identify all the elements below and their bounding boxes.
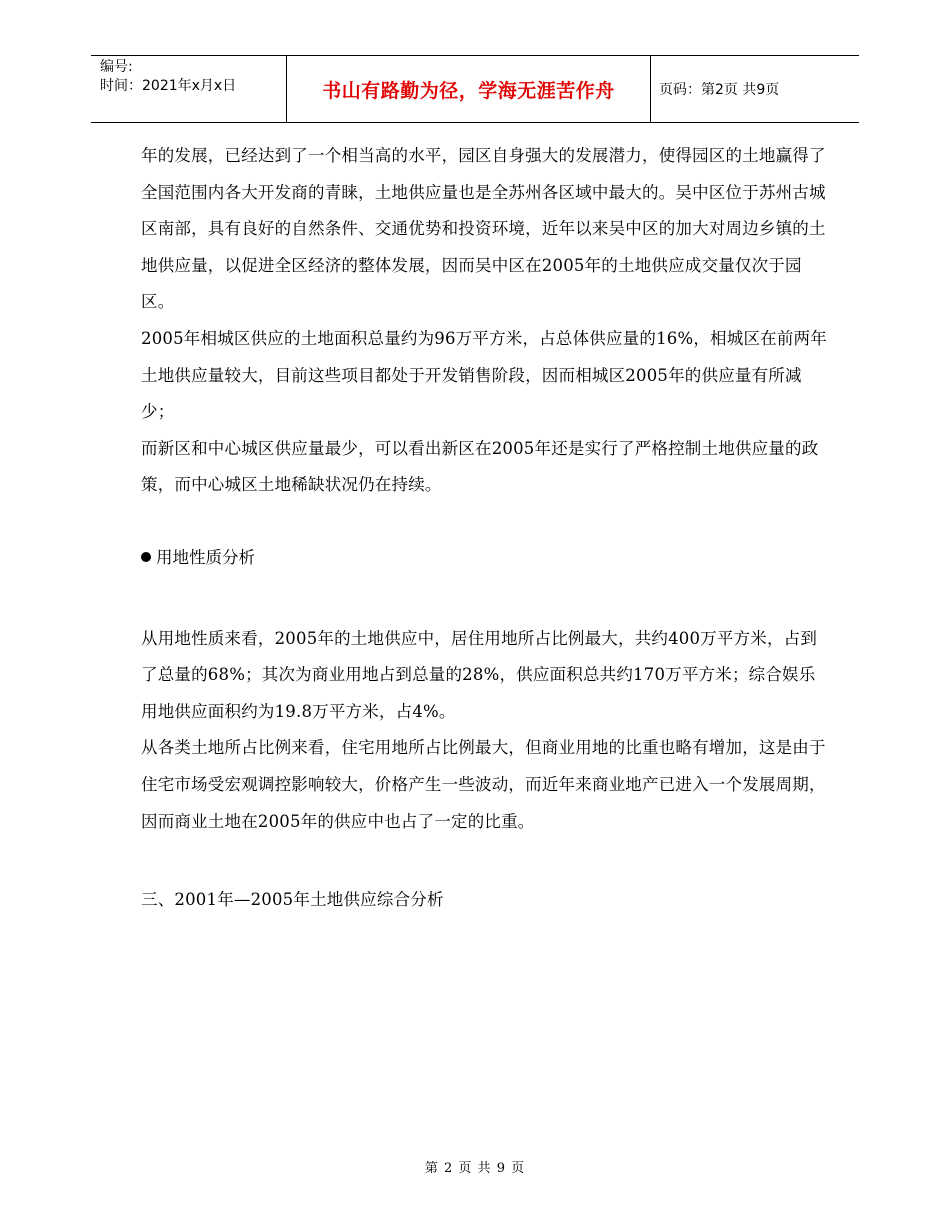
paragraph: 从各类土地所占比例来看，住宅用地所占比例最大，但商业用地的比重也略有增加，这是由于住宅市场受宏观调控影响较大，价格产生一些波动，而近年来商业地产已进入一个发展周期，因而商业土地在2005年的供应中也占了一定的比重。 [141, 738, 826, 831]
page-header [91, 55, 859, 123]
paragraph: 从用地性质来看，2005年的土地供应中，居住用地所占比例最大，共约400万平方米，占到了总量的68%；其次为商业用地占到总量的28%，供应面积总共约170万平方米；综合娱乐用地供应面积约为19.8万平方米，占4%。 [141, 628, 818, 721]
paragraph: 年的发展，已经达到了一个相当高的水平，园区自身强大的发展潜力，使得园区的土地赢得了全国范围内各大开发商的青睐，土地供应量也是全苏州各区域中最大的。吴中区位于苏州古城区南部，具有良好的自然条件、交通优势和投资环境，近年以来吴中区的加大对周边乡镇的土地供应量，以促进全区经济的整体发展，因而吴中区在2005年的土地供应成交量仅次于园区。 [141, 146, 826, 312]
section-heading: 三、2001年—2005年土地供应综合分析 [141, 890, 444, 910]
header-page-info: 页码：第2页 共9页 [659, 82, 780, 98]
land-use-heading [141, 540, 831, 577]
time-label: 时间：2021年x月x日 [100, 78, 237, 94]
heading-text: 用地性质分析 [156, 547, 255, 567]
serial-label: 编号: [100, 59, 133, 75]
document-body [141, 138, 831, 919]
header-meta [100, 58, 236, 96]
bullet-icon [141, 552, 151, 562]
header-divider [650, 56, 651, 122]
page-footer: 第 2 页 共 9 页 [424, 1161, 526, 1176]
paragraph: 2005年相城区供应的土地面积总量约为96万平方米，占总体供应量的16%，相城区在前两年土地供应量较大，目前这些项目都处于开发销售阶段，因而相城区2005年的供应量有所减少； [141, 328, 827, 422]
paragraph: 而新区和中心城区供应量最少，可以看出新区在2005年还是实行了严格控制土地供应量的政策，而中心城区土地稀缺状况仍在持续。 [141, 438, 819, 495]
header-motto: 书山有路勤为径，学海无涯苦作舟 [322, 80, 615, 102]
